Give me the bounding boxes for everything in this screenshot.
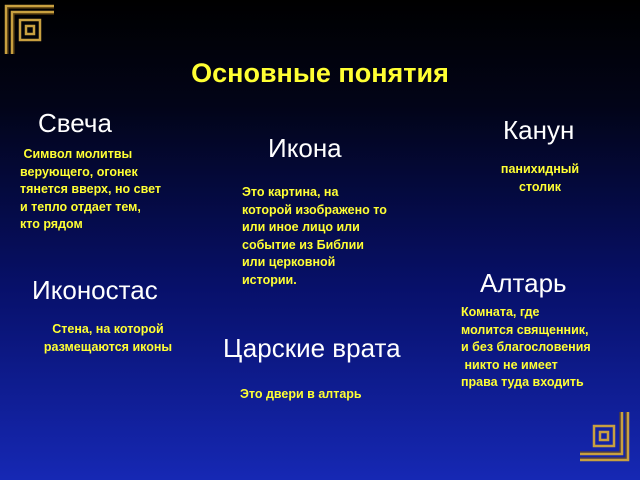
corner-ornament-bottom-right-icon: [578, 410, 630, 462]
term-svecha: Свеча: [38, 108, 112, 138]
description-tsarskie-vrata: Это двери в алтарь: [240, 387, 362, 401]
description-ikona: Это картина, на которой изображено то или иное лицо или событие из Библии или церковной истории.: [242, 185, 387, 287]
description-ikonostas: Стена, на которой размещаются иконы: [43, 322, 173, 354]
description-kanun: панихидный столик: [500, 162, 580, 194]
description-svecha: Символ молитвы верующего, огонек тянется вверх, но свет и тепло отдает тем, кто рядом: [20, 147, 161, 231]
term-ikonostas: Иконостас: [32, 275, 158, 305]
term-tsarskie-vrata: Царские врата: [223, 333, 401, 363]
term-kanun: Канун: [503, 115, 575, 145]
page-title: Основные понятия: [191, 58, 449, 88]
term-altar: Алтарь: [480, 268, 567, 298]
corner-ornament-top-left-icon: [4, 4, 56, 56]
description-altar: Комната, где молится священник, и без благословения никто не имеет права туда входить: [461, 305, 591, 389]
term-ikona: Икона: [268, 133, 342, 163]
